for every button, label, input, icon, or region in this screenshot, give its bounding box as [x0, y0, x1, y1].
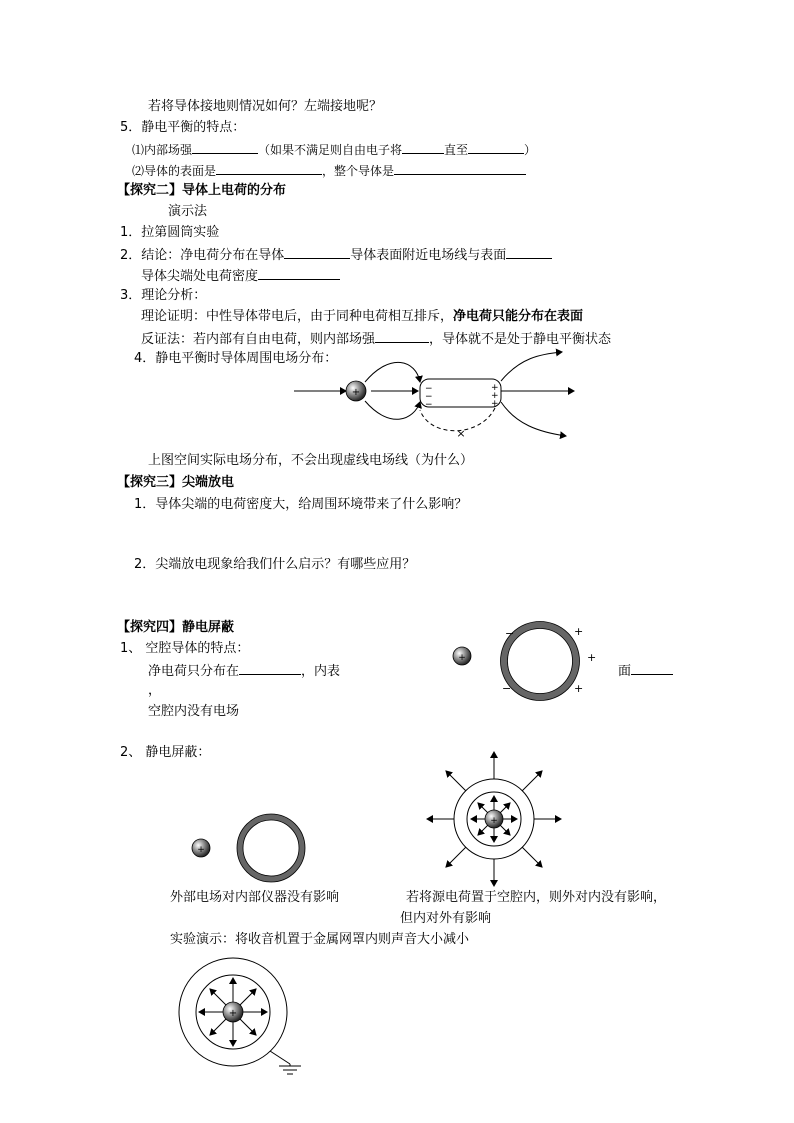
item5-sub1-mid2: 直至 [444, 143, 469, 157]
caption-right-2: 但内对外有影响 [400, 911, 492, 926]
minus-sign: − [425, 384, 433, 394]
item5-sub2-mid: ，整个导体是 [322, 164, 395, 178]
shield-external-diagram [192, 814, 305, 882]
reverse-prefix: 反证法：若内部有自由电荷，则内部场强 [141, 332, 376, 347]
plus-sign: + [587, 651, 597, 664]
cavity-line1-suffix: ，内表 [301, 664, 341, 679]
caption-left: 外部电场对内部仪器没有影响 [170, 890, 340, 905]
item3-title: 3．理论分析： [120, 288, 207, 303]
hollow-conductor-ring [504, 625, 576, 697]
item5-sub1-end: ） [524, 143, 537, 157]
item1-experiment: 1．拉第圆筒实验 [120, 225, 220, 240]
experiment-line: 实验演示：将收音机置于金属网罩内则声音大小减小 [170, 932, 470, 947]
cavity-line1-prefix: 净电荷只分布在 [148, 664, 240, 679]
plus-sign: + [574, 625, 584, 638]
item2-mid: 导体表面附近电场线与表面 [350, 248, 507, 263]
cavity-face-text: 面 [618, 664, 632, 679]
item5-sub1-mid: （如果不满足则自由电子将 [258, 143, 403, 157]
item2-prefix: 2．结论：净电荷分布在导体 [120, 248, 285, 263]
plus-sign: + [197, 845, 205, 855]
explore3-title: 【探究三】尖端放电 [117, 475, 235, 490]
explore2-title: 【探究二】导体上电荷的分布 [117, 183, 287, 198]
grounding-question: 若将导体接地则情况如何？左端接地呢？ [148, 99, 383, 114]
item4-title: 4．静电平衡时导体周围电场分布： [134, 351, 338, 366]
shield-internal-diagram [427, 752, 561, 886]
plus-sign: + [351, 387, 361, 398]
item5-sub1-prefix: ⑴内部场强 [132, 143, 193, 157]
figure-caption: 上图空间实际电场分布，不会出现虚线电场线（为什么） [148, 453, 474, 468]
proof-bold: 净电荷只能分布在表面 [453, 309, 584, 324]
proof-prefix: 理论证明：中性导体带电后，由于同种电荷相互排斥， [141, 309, 454, 324]
question-2: 2．尖端放电现象给我们什么启示？有哪些应用？ [134, 557, 416, 572]
minus-sign: − [505, 627, 515, 640]
minus-sign: − [502, 682, 512, 695]
item5-title: 5．静电平衡的特点： [120, 120, 246, 135]
cavity-line2: 空腔内没有电场 [148, 704, 240, 719]
grounded-shield-diagram [179, 958, 301, 1074]
ground-symbol [270, 1051, 301, 1074]
cross-mark: × [456, 427, 466, 440]
minus-sign: − [425, 392, 433, 402]
plus-sign: + [491, 391, 499, 401]
reverse-suffix: ，导体就不是处于静电平衡状态 [429, 332, 612, 347]
conductor-field-diagram [294, 352, 574, 440]
cavity-comma: ， [148, 683, 162, 698]
caption-right-1: 若将源电荷置于空腔内，则外对内没有影响， [406, 890, 667, 905]
plus-sign: + [228, 1008, 238, 1019]
explore4-title: 【探究四】静电屏蔽 [117, 620, 235, 635]
minus-sign: − [425, 400, 433, 410]
shield-ring [240, 817, 302, 879]
plus-sign: + [574, 682, 584, 695]
item2-tip-text: 导体尖端处电荷密度 [141, 269, 259, 284]
shield-title: 2、 静电屏蔽： [120, 745, 211, 760]
question-1: 1．导体尖端的电荷密度大，给周围环境带来了什么影响？ [134, 497, 468, 512]
demo-method: 演示法 [168, 204, 208, 219]
plus-sign: + [491, 383, 499, 393]
cavity-conductor-diagram [453, 622, 596, 701]
item5-sub2-prefix: ⑵导体的表面是 [132, 164, 217, 178]
cavity-title: 1、 空腔导体的特点： [120, 641, 250, 656]
plus-sign: + [490, 816, 498, 826]
plus-sign: + [491, 399, 499, 409]
plus-sign: + [458, 653, 466, 663]
